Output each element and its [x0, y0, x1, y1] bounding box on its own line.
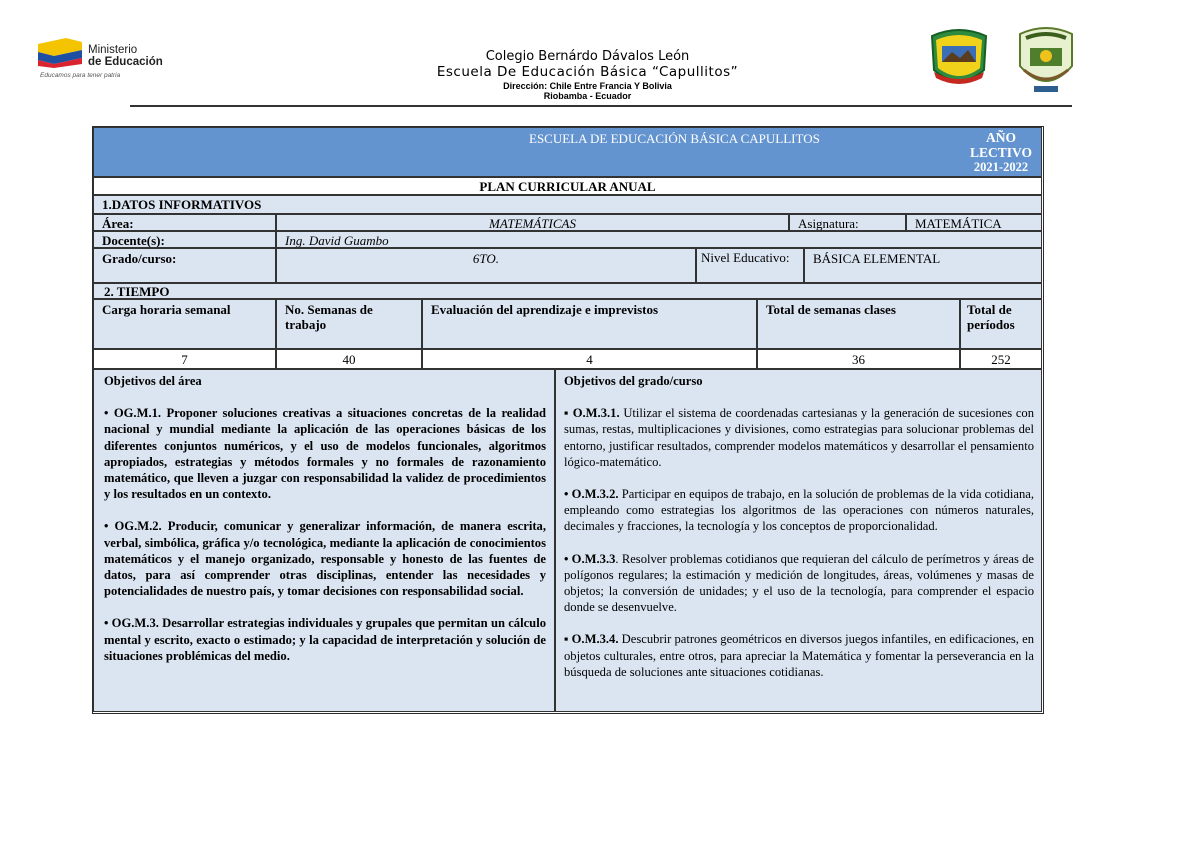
school-address: Dirección: Chile Entre Francia Y Bolivia	[503, 80, 672, 91]
header-total-periodos: Total de períodos	[960, 299, 1042, 349]
school-city: Riobamba - Ecuador	[543, 90, 632, 101]
asignatura-label: Asignatura:	[789, 214, 906, 231]
school-header	[300, 50, 875, 101]
grado-value: 6TO.	[276, 248, 696, 283]
banner-row	[93, 127, 1042, 177]
area-label: Área:	[93, 214, 276, 231]
curricular-plan-table	[92, 126, 1044, 714]
header-divider	[130, 105, 1072, 107]
year-label-2: LECTIVO	[970, 145, 1032, 160]
value-evaluacion: 4	[422, 349, 757, 369]
banner-title: ESCUELA DE EDUCACIÓN BÁSICA CAPULLITOS	[529, 131, 820, 146]
ministry-logo	[36, 34, 176, 82]
value-semanas-clases: 36	[757, 349, 960, 369]
area-value: MATEMÁTICAS	[276, 214, 789, 231]
school-year	[964, 130, 1038, 175]
grade-objectives-cell	[555, 369, 1042, 712]
header-carga-horaria: Carga horaria semanal	[93, 299, 276, 349]
year-label-1: AÑO	[986, 130, 1016, 145]
asignatura-value: MATEMÁTICA	[906, 214, 1042, 231]
docente-label: Docente(s):	[93, 231, 276, 248]
docente-value: Ing. David Guambo	[276, 231, 1042, 248]
area-objectives-heading: Objetivos del área	[104, 374, 202, 388]
grade-objectives-heading: Objetivos del grado/curso	[564, 374, 703, 388]
grade-objective-item: • O.M.3.2. Participar en equipos de trabajo, en la solución de problemas de la vida cotidiana, empleando como estrategias los algoritmos de las operaciones con números naturales, decimales y fracciones, la tecnología y los conceptos de proporcionalidad.	[564, 487, 1034, 534]
header-semanas-clases: Total de semanas clases	[757, 299, 960, 349]
year-value: 2021-2022	[973, 160, 1029, 174]
section-1-heading: 1.DATOS INFORMATIVOS	[93, 195, 1042, 214]
ministry-name: Ministerio de Educación	[88, 44, 163, 68]
ecuador-flag-icon	[36, 36, 84, 68]
value-semanas-trabajo: 40	[276, 349, 422, 369]
school-subname: Escuela De Educación Básica “Capullitos”	[436, 64, 739, 80]
header-evaluacion: Evaluación del aprendizaje e imprevistos	[422, 299, 757, 349]
area-objectives-cell	[93, 369, 555, 712]
section-2-heading: 2. TIEMPO	[93, 283, 1042, 299]
value-total-periodos: 252	[960, 349, 1042, 369]
school-seal-2-icon	[1010, 26, 1082, 98]
nivel-label: Nivel Educativo:	[696, 248, 804, 283]
grade-objective-item: ▪ O.M.3.1. Utilizar el sistema de coordenadas cartesianas y la generación de sucesiones con sumas, restas, multiplicaciones y divisiones, como estrategias para solucionar problemas del entorno, justificar resultados, comprender modelos matemáticos y desarrollar el pensamiento lógico-matemático.	[564, 406, 1035, 469]
grade-objective-item: ▪ O.M.3.4. Descubrir patrones geométricos en diversos juegos infantiles, en edificaciones, en objetos culturales, entre otros, para apreciar la Matemática y fomentar la perseverancia en la búsqueda de soluciones ante situaciones cotidianas.	[564, 632, 1034, 679]
area-objective-item: • OG.M.2. Producir, comunicar y generalizar información, de manera escrita, verbal, simbólica, gráfica y/o tecnológica, mediante la aplicación de conocimientos matemáticos y el manejo organizado, responsable y honesto de las fuentes de datos, para así comprender otras disciplinas, entender las necesidades y potencialidades de nuestro país, y tomar decisiones con responsabilidad social.	[104, 519, 547, 599]
nivel-value: BÁSICA ELEMENTAL	[804, 248, 1042, 283]
school-seal-1-icon	[924, 26, 994, 94]
value-carga-horaria: 7	[93, 349, 276, 369]
area-objective-item: • OG.M.3. Desarrollar estrategias individuales y grupales que permitan un cálculo mental y escrito, exacto o estimado; y la capacidad de interpretación y solución de situaciones problémicas del medio.	[104, 616, 546, 663]
grade-objective-item: • O.M.3.3. Resolver problemas cotidianos que requieran del cálculo de perímetros y áreas de polígonos regulares; la estimación y medición de longitudes, áreas, volúmenes y masas de objetos; la conversión de unidades; y el uso de la tecnología, para comprender el espacio donde se desenvuelve.	[564, 551, 1035, 615]
ministry-tagline: Educamos para tener patria	[40, 72, 121, 79]
area-objective-item: • OG.M.1. Proponer soluciones creativas a situaciones concretas de la realidad nacional y mundial mediante la aplicación de las operaciones básicas de los diferentes conjuntos numéricos, y el uso de modelos funcionales, algoritmos apropiados, estrategias y métodos formales y no formales de razonamiento matemático, que lleven a juzgar con responsabilidad la validez de procedimientos y los resultados en un contexto.	[104, 406, 546, 502]
header-semanas-trabajo: No. Semanas de trabajo	[276, 299, 422, 349]
plan-title: PLAN CURRICULAR ANUAL	[93, 177, 1042, 195]
school-name: Colegio Bernárdo Dávalos León	[485, 49, 690, 64]
grado-label: Grado/curso:	[93, 248, 276, 283]
